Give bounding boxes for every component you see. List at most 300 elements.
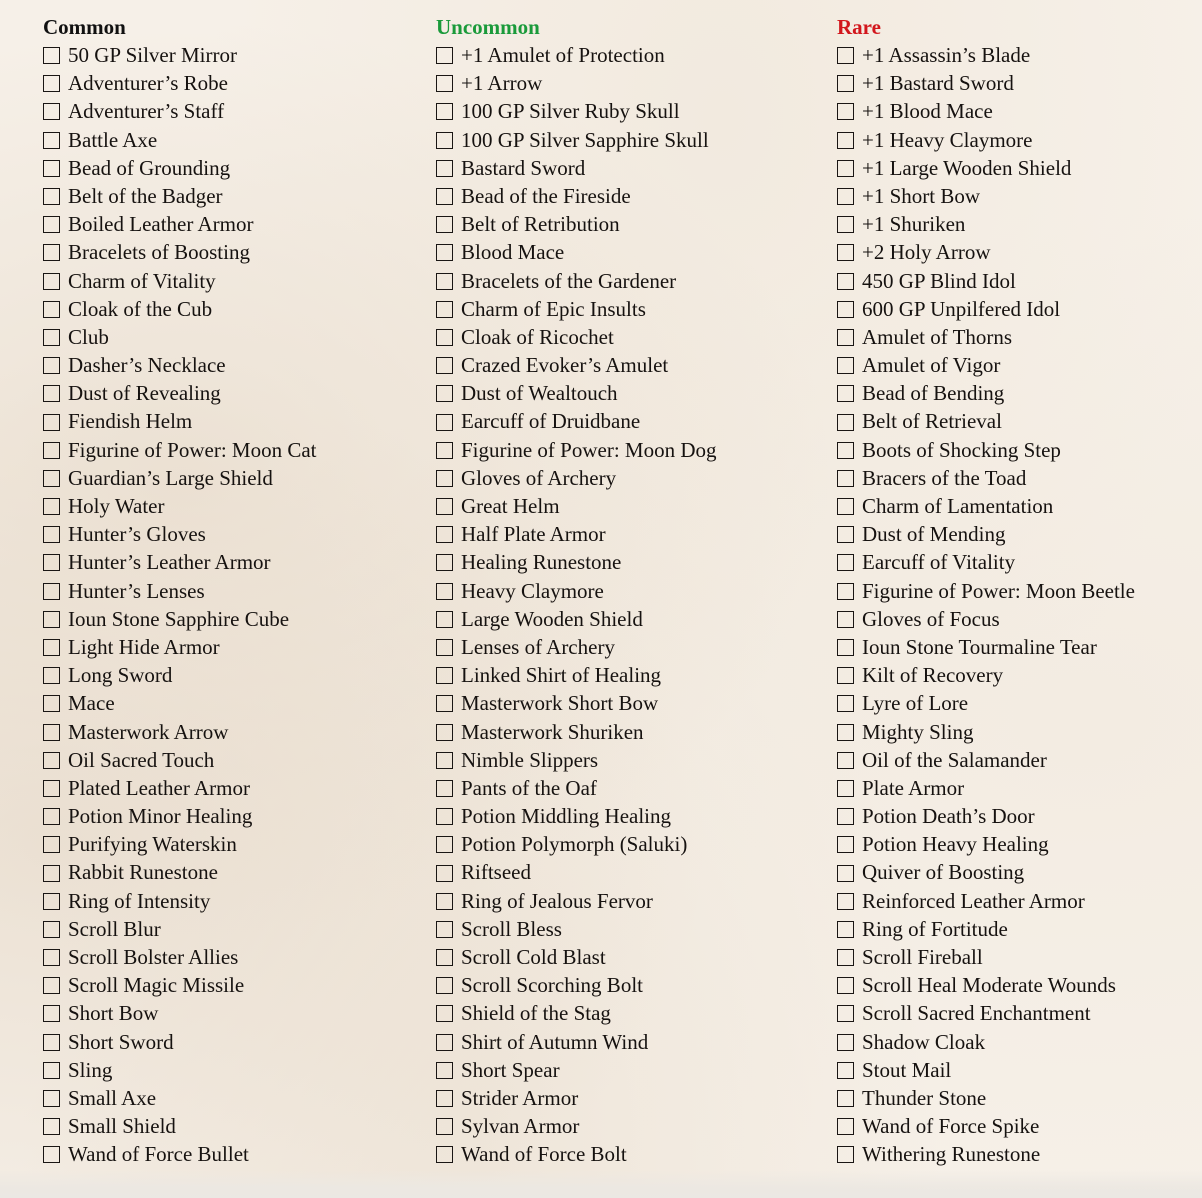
checklist-item[interactable] [837,295,1135,323]
item-label: Lyre of Lore [862,691,969,716]
checkbox[interactable] [837,414,854,431]
checklist-item[interactable] [436,605,717,633]
checklist-item[interactable] [43,718,316,746]
checklist-item[interactable] [43,1084,316,1112]
checkbox[interactable] [43,216,60,233]
checkbox[interactable] [837,442,854,459]
checkbox[interactable] [43,1005,60,1022]
checklist-item[interactable] [837,999,1135,1027]
checklist-item[interactable] [43,633,316,661]
checklist-item[interactable] [43,407,316,435]
checklist-item[interactable] [837,323,1135,351]
checklist-item[interactable] [436,436,717,464]
item-label: Bracers of the Toad [862,465,1027,490]
checkbox[interactable] [837,498,854,515]
checklist-item[interactable] [837,238,1135,266]
common-column [43,14,316,1169]
checklist-item[interactable] [43,1056,316,1084]
checklist-item[interactable] [43,295,316,323]
item-label: Bead of the Fireside [461,183,631,208]
checkbox[interactable] [837,1034,854,1051]
rare-column [837,14,1135,1169]
item-label: Half Plate Armor [461,522,606,547]
checklist-item[interactable] [43,689,316,717]
checklist-item[interactable] [43,520,316,548]
checklist-item[interactable] [436,887,717,915]
bottom-edge [0,1170,1202,1198]
item-label: Shield of the Stag [461,1001,611,1026]
checkbox[interactable] [837,1005,854,1022]
item-label: Oil of the Salamander [862,747,1047,772]
item-label: Quiver of Boosting [862,860,1025,885]
item-label: Hunter’s Leather Armor [68,550,271,575]
checkbox[interactable] [436,526,453,543]
checklist-item[interactable] [436,943,717,971]
checkbox[interactable] [837,216,854,233]
item-label: Hunter’s Gloves [68,522,206,547]
checklist-item[interactable] [43,154,316,182]
checklist-item[interactable] [43,577,316,605]
checkbox[interactable] [43,498,60,515]
checkbox[interactable] [837,103,854,120]
checkbox[interactable] [43,1034,60,1051]
checklist-item[interactable] [436,999,717,1027]
checkbox[interactable] [43,188,60,205]
checkbox[interactable] [43,357,60,374]
item-label: Dust of Mending [862,522,1006,547]
checkbox[interactable] [436,188,453,205]
checklist-item[interactable] [43,436,316,464]
item-label: Ring of Jealous Fervor [461,888,653,913]
item-label: +1 Assassin’s Blade [862,43,1031,67]
checkbox[interactable] [837,1146,854,1163]
checkbox[interactable] [436,216,453,233]
checkbox[interactable] [43,1090,60,1107]
checklist-item[interactable] [436,548,717,576]
checkbox[interactable] [43,470,60,487]
checkbox[interactable] [436,273,453,290]
item-label: Cloak of the Cub [68,296,213,321]
item-label: Linked Shirt of Healing [461,663,662,688]
common-title: Common [43,15,126,39]
checkbox[interactable] [43,329,60,346]
checkbox[interactable] [436,498,453,515]
checklist-item[interactable] [436,407,717,435]
item-label: Boots of Shocking Step [862,437,1061,462]
checkbox[interactable] [837,1090,854,1107]
checklist-item[interactable] [436,1028,717,1056]
checklist-item[interactable] [43,548,316,576]
item-label: Bead of Grounding [68,155,231,180]
checklist-item[interactable] [436,295,717,323]
checklist-item[interactable] [43,1112,316,1140]
checklist-item[interactable] [837,830,1135,858]
checkbox[interactable] [43,103,60,120]
item-label: +1 Heavy Claymore [862,127,1033,152]
checkbox[interactable] [837,526,854,543]
checklist-item[interactable] [436,858,717,886]
checklist-item[interactable] [837,887,1135,915]
checklist-item[interactable] [837,492,1135,520]
checkbox[interactable] [436,470,453,487]
item-label: Adventurer’s Robe [68,71,228,96]
checklist-item[interactable] [436,718,717,746]
checkbox[interactable] [436,385,453,402]
checkbox[interactable] [43,667,60,684]
checkbox[interactable] [837,808,854,825]
checklist-item[interactable] [436,1084,717,1112]
checkbox[interactable] [436,244,453,261]
checkbox[interactable] [837,724,854,741]
checkbox[interactable] [837,780,854,797]
item-label: Masterwork Arrow [68,719,229,744]
checklist-item[interactable] [837,915,1135,943]
checklist-item[interactable] [43,830,316,858]
checklist-item[interactable] [43,464,316,492]
checkbox[interactable] [837,836,854,853]
checklist-item[interactable] [43,915,316,943]
checkbox[interactable] [43,132,60,149]
item-label: Bracelets of Boosting [68,240,250,265]
checkbox[interactable] [837,977,854,994]
checkbox[interactable] [43,583,60,600]
checkbox[interactable] [43,1062,60,1079]
checkbox[interactable] [837,921,854,938]
checkbox[interactable] [837,639,854,656]
item-label: Potion Death’s Door [862,804,1035,829]
checkbox[interactable] [436,752,453,769]
checklist-item[interactable] [837,379,1135,407]
checklist-item[interactable] [43,492,316,520]
checkbox[interactable] [436,160,453,177]
checklist-item[interactable] [43,774,316,802]
checkbox[interactable] [837,611,854,628]
checkbox[interactable] [43,160,60,177]
checkbox[interactable] [837,1118,854,1135]
item-label: +1 Shuriken [862,212,966,237]
checklist-item[interactable] [837,1056,1135,1084]
item-label: Withering Runestone [862,1142,1041,1167]
checkbox[interactable] [436,808,453,825]
checklist-item[interactable] [43,210,316,238]
checklist-item[interactable] [436,97,717,125]
checkbox[interactable] [43,836,60,853]
checklist-item[interactable] [43,182,316,210]
checkbox[interactable] [837,1062,854,1079]
checkbox[interactable] [436,1034,453,1051]
checklist-item[interactable] [837,718,1135,746]
item-label: Scroll Scorching Bolt [461,973,643,998]
item-label: Scroll Fireball [862,945,983,969]
checkbox[interactable] [43,808,60,825]
checklist-item[interactable] [436,210,717,238]
checkbox[interactable] [436,611,453,628]
checkbox[interactable] [837,301,854,318]
checklist-item[interactable] [436,520,717,548]
checkbox[interactable] [43,611,60,628]
item-label: Short Sword [68,1029,174,1054]
checkbox[interactable] [436,103,453,120]
checkbox[interactable] [837,329,854,346]
checkbox[interactable] [43,554,60,571]
checkbox[interactable] [837,188,854,205]
checklist-item[interactable] [43,943,316,971]
checklist-item[interactable] [436,633,717,661]
item-label: Masterwork Shuriken [461,719,644,744]
checklist-item[interactable] [837,802,1135,830]
item-label: +1 Bastard Sword [862,71,1014,96]
item-label: Rabbit Runestone [68,860,218,885]
checklist-item[interactable] [837,548,1135,576]
item-label: Scroll Bless [461,916,562,941]
checkbox[interactable] [436,357,453,374]
checkbox[interactable] [43,1146,60,1163]
checklist-item[interactable] [43,126,316,154]
item-label: Short Spear [461,1057,560,1082]
checklist-item[interactable] [837,1084,1135,1112]
checkbox[interactable] [436,1062,453,1079]
checkbox[interactable] [436,329,453,346]
checklist-item[interactable] [837,407,1135,435]
checklist-item[interactable] [436,323,717,351]
checklist-item[interactable] [837,267,1135,295]
checklist-item[interactable] [43,351,316,379]
checklist-item[interactable] [837,436,1135,464]
item-label: Adventurer’s Staff [68,99,225,124]
checklist-item[interactable] [43,1028,316,1056]
checklist-item[interactable] [436,351,717,379]
checkbox[interactable] [43,639,60,656]
checkbox[interactable] [43,865,60,882]
checklist-item[interactable] [43,605,316,633]
checkbox[interactable] [43,780,60,797]
checklist-item[interactable] [436,830,717,858]
checklist-item[interactable] [43,1140,316,1168]
checklist-item[interactable] [837,520,1135,548]
checkbox[interactable] [436,893,453,910]
checklist-item[interactable] [436,154,717,182]
checkbox[interactable] [436,921,453,938]
checklist-item[interactable] [43,97,316,125]
checkbox[interactable] [837,244,854,261]
item-label: +1 Amulet of Protection [461,43,665,67]
checklist-item[interactable] [43,69,316,97]
checkbox[interactable] [436,442,453,459]
checklist-item[interactable] [43,858,316,886]
checkbox[interactable] [837,470,854,487]
checkbox[interactable] [436,1118,453,1135]
checklist-item[interactable] [436,69,717,97]
checklist-item[interactable] [837,971,1135,999]
checkbox[interactable] [837,667,854,684]
rare-item-list [837,41,1135,1169]
item-label: Hunter’s Lenses [68,578,205,603]
checklist-item[interactable] [43,971,316,999]
item-label: Ioun Stone Sapphire Cube [68,606,290,631]
checklist-item[interactable] [436,577,717,605]
checkbox[interactable] [837,554,854,571]
checkbox[interactable] [43,949,60,966]
checkbox[interactable] [837,47,854,64]
checklist-item[interactable] [837,182,1135,210]
checkbox[interactable] [43,893,60,910]
checklist-item[interactable] [837,154,1135,182]
checklist-item[interactable] [43,746,316,774]
checkbox[interactable] [837,160,854,177]
checklist-item[interactable] [837,1028,1135,1056]
checkbox[interactable] [436,75,453,92]
checklist-item[interactable] [837,943,1135,971]
item-label: 600 GP Unpilfered Idol [862,296,1061,321]
checkbox[interactable] [43,695,60,712]
checklist-item[interactable] [436,41,717,69]
checklist-item[interactable] [837,633,1135,661]
item-label: Earcuff of Vitality [862,550,1016,575]
checkbox[interactable] [436,724,453,741]
checklist-item[interactable] [436,126,717,154]
checkbox[interactable] [43,414,60,431]
rare-title: Rare [837,15,881,39]
checklist-item[interactable] [436,379,717,407]
checklist-item[interactable] [436,492,717,520]
item-label: +2 Holy Arrow [862,240,991,265]
item-label: Crazed Evoker’s Amulet [461,353,669,378]
checklist-item[interactable] [837,210,1135,238]
checkbox[interactable] [43,977,60,994]
checkbox[interactable] [837,865,854,882]
checklist-item[interactable] [837,351,1135,379]
checkbox[interactable] [436,780,453,797]
checkbox[interactable] [43,724,60,741]
common-item-list [43,41,316,1169]
uncommon-item-list [436,41,717,1169]
checkbox[interactable] [837,273,854,290]
checklist-item[interactable] [43,379,316,407]
item-label: Short Bow [68,1001,159,1026]
checklist-item[interactable] [43,323,316,351]
checkbox[interactable] [436,639,453,656]
checkbox[interactable] [43,526,60,543]
checkbox[interactable] [436,949,453,966]
checkbox[interactable] [43,47,60,64]
checklist-item[interactable] [436,971,717,999]
checkbox[interactable] [436,1005,453,1022]
checkbox[interactable] [436,414,453,431]
item-label: Pants of the Oaf [461,775,597,800]
checklist-item[interactable] [436,1112,717,1140]
checklist-item[interactable] [837,605,1135,633]
checkbox[interactable] [436,132,453,149]
item-label: Earcuff of Druidbane [461,409,641,434]
checklist-item[interactable] [837,661,1135,689]
checkbox[interactable] [436,301,453,318]
checkbox[interactable] [43,921,60,938]
checkbox[interactable] [43,301,60,318]
checkbox[interactable] [837,752,854,769]
checkbox[interactable] [436,836,453,853]
item-label: Sylvan Armor [461,1114,580,1139]
checklist-item[interactable] [436,774,717,802]
checkbox[interactable] [43,244,60,261]
item-label: Charm of Vitality [68,268,216,293]
checklist-item[interactable] [43,41,316,69]
checkbox[interactable] [837,949,854,966]
checkbox[interactable] [43,752,60,769]
checklist-item[interactable] [43,238,316,266]
checklist-item[interactable] [43,802,316,830]
checklist-item[interactable] [43,661,316,689]
checkbox[interactable] [43,442,60,459]
item-label: Ring of Intensity [68,888,211,913]
checkbox[interactable] [436,865,453,882]
item-label: Mace [68,691,115,716]
checkbox[interactable] [837,583,854,600]
checkbox[interactable] [436,47,453,64]
checklist-item[interactable] [837,577,1135,605]
checkbox[interactable] [436,977,453,994]
checklist-item[interactable] [43,267,316,295]
checkbox[interactable] [43,385,60,402]
checklist-item[interactable] [837,126,1135,154]
checklist-item[interactable] [436,464,717,492]
checklist-item[interactable] [436,182,717,210]
checkbox[interactable] [436,583,453,600]
checklist-item[interactable] [837,464,1135,492]
checkbox[interactable] [436,667,453,684]
item-label: Amulet of Vigor [862,353,1001,378]
checkbox[interactable] [436,1090,453,1107]
checklist-item[interactable] [837,1140,1135,1168]
checklist-item[interactable] [837,1112,1135,1140]
checklist-item[interactable] [837,858,1135,886]
checklist-item[interactable] [436,267,717,295]
checklist-item[interactable] [43,999,316,1027]
item-label: Scroll Bolster Allies [68,945,239,969]
checkbox[interactable] [837,893,854,910]
checklist-item[interactable] [436,1056,717,1084]
item-label: Gloves of Archery [461,465,617,490]
checklist-item[interactable] [436,238,717,266]
checkbox[interactable] [43,75,60,92]
item-label: Potion Middling Healing [461,804,671,829]
checklist-item[interactable] [436,746,717,774]
checkbox[interactable] [837,385,854,402]
checkbox[interactable] [436,1146,453,1163]
checkbox[interactable] [43,1118,60,1135]
item-label: +1 Arrow [461,71,543,96]
checklist-item[interactable] [837,69,1135,97]
checklist-item[interactable] [436,689,717,717]
checklist-item[interactable] [837,41,1135,69]
item-label: Shadow Cloak [862,1029,986,1054]
checkbox[interactable] [837,695,854,712]
checklist-item[interactable] [837,97,1135,125]
checklist-item[interactable] [436,1140,717,1168]
checkbox[interactable] [837,75,854,92]
checkbox[interactable] [837,357,854,374]
checkbox[interactable] [837,132,854,149]
checkbox[interactable] [436,695,453,712]
checklist-item[interactable] [837,746,1135,774]
checklist-item[interactable] [436,915,717,943]
checklist-item[interactable] [837,689,1135,717]
checklist-item[interactable] [436,661,717,689]
checklist-item[interactable] [43,887,316,915]
checklist-item[interactable] [436,802,717,830]
checkbox[interactable] [43,273,60,290]
checklist-item[interactable] [837,774,1135,802]
checkbox[interactable] [436,554,453,571]
